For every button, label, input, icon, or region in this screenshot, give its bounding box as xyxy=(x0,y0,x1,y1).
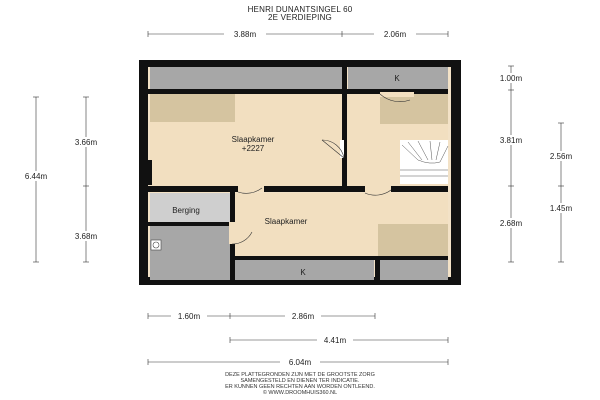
disclaimer-line-3: ER KUNNEN GEEN RECHTEN AAN WORDEN ONTLEEND. xyxy=(225,384,375,390)
slaapkamer-1-label: Slaapkamer xyxy=(231,135,275,144)
dim-right-e: 2.68m xyxy=(499,219,523,228)
dim-right-b: 3.81m xyxy=(499,136,523,145)
slaapkamer-2-label: Slaapkamer xyxy=(264,217,308,226)
cabinet-label-bottom: K xyxy=(300,268,306,277)
dim-right-a: 1.00m xyxy=(499,74,523,83)
berging-lower xyxy=(150,226,230,280)
dim-left-total: 6.44m xyxy=(24,172,48,181)
disclaimer xyxy=(0,372,600,396)
cabinet-label-top: K xyxy=(394,74,400,83)
berging-label: Berging xyxy=(172,206,200,215)
dim-bottom-b: 2.86m xyxy=(291,312,315,321)
wall-block-left xyxy=(142,160,152,185)
dim-bottom-total: 6.04m xyxy=(288,358,312,367)
dim-bottom-a: 1.60m xyxy=(177,312,201,321)
slaapkamer-2-shaded xyxy=(378,224,448,257)
floor-title: 2E VERDIEPING xyxy=(268,13,332,22)
dim-left-lower: 3.68m xyxy=(74,232,98,241)
washing-machine-icon xyxy=(151,240,161,250)
disclaimer-line-2: SAMENGESTELD EN DIENEN TER INDICATIE. xyxy=(240,378,360,384)
dim-top-right: 2.06m xyxy=(383,30,407,39)
top-left-cabinet xyxy=(150,67,342,90)
stair-room-shaded xyxy=(380,94,448,124)
website-link[interactable]: © WWW.DROOMHUIS360.NL xyxy=(262,390,338,396)
dim-left-upper: 3.66m xyxy=(74,138,98,147)
disclaimer-line-1: DEZE PLATTEGRONDEN ZIJN MET DE GROOTSTE ZORG xyxy=(225,372,375,378)
address-title: HENRI DUNANTSINGEL 60 xyxy=(247,5,353,14)
dim-top-left: 3.88m xyxy=(233,30,257,39)
slaapkamer-1-sublabel: +2227 xyxy=(241,144,265,153)
bottom-right-cabinet xyxy=(380,260,448,280)
dim-bottom-c: 4.41m xyxy=(323,336,347,345)
dim-right-d: 1.45m xyxy=(549,204,573,213)
slaapkamer-1-shaded xyxy=(150,94,235,122)
dim-right-c: 2.56m xyxy=(549,152,573,161)
